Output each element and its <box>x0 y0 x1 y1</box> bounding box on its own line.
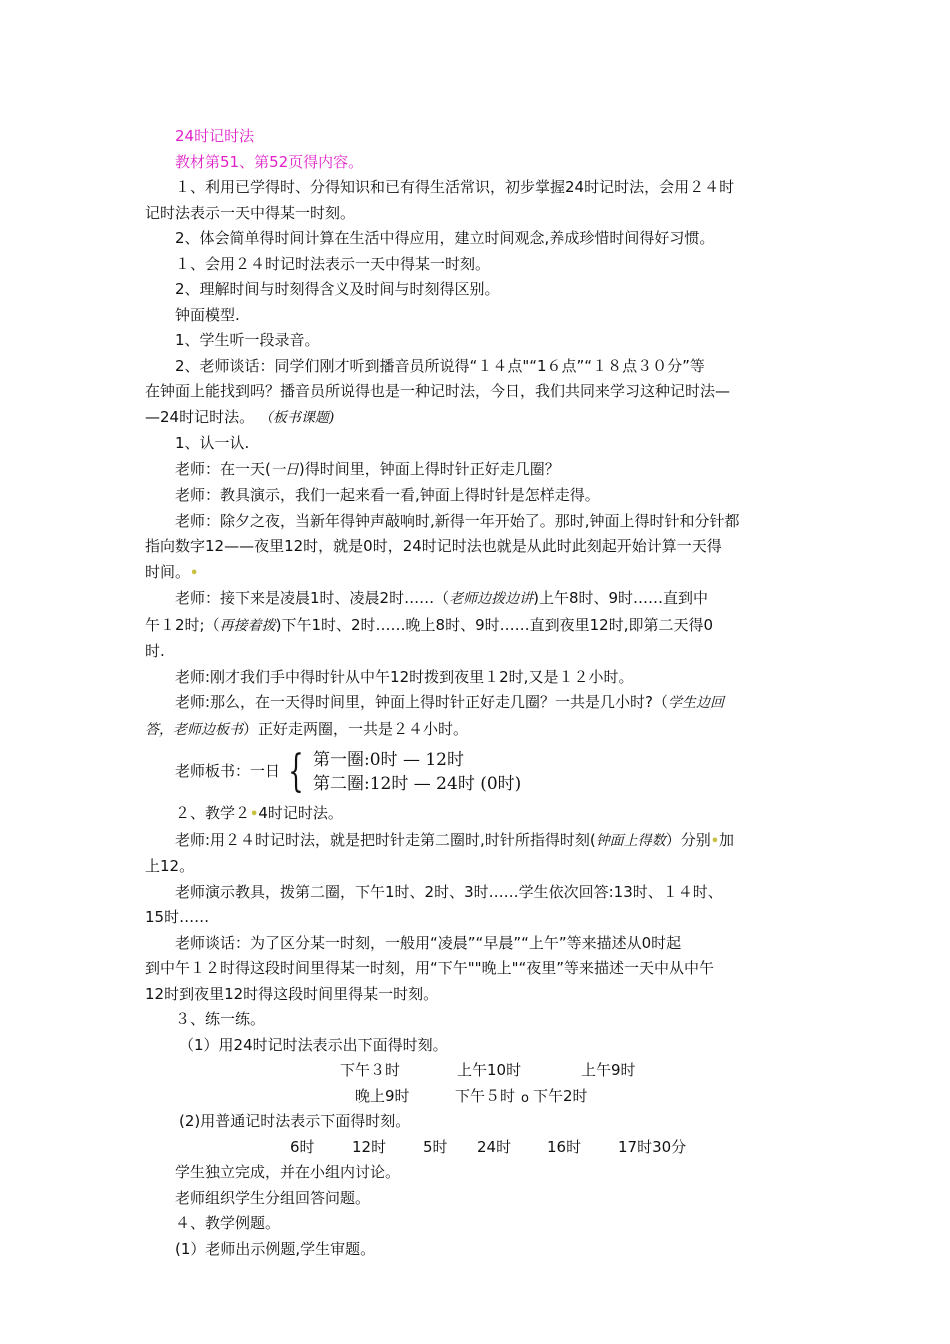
curly-brace-icon: { <box>288 746 304 797</box>
exercise-item: 16时 <box>547 1137 582 1156</box>
paragraph: １、会用２４时记时法表示一天中得某一时刻。 <box>175 254 491 273</box>
exercise-row-2 <box>145 1084 815 1110</box>
document-content <box>145 124 815 1262</box>
text-run: ２、教学２ <box>175 804 251 822</box>
paragraph: 1、学生听一段录音。 <box>175 331 320 349</box>
paragraph: 15时…… <box>145 908 210 926</box>
board-line-first-lap: 第一圈:0时 — 12时 <box>313 750 464 770</box>
exercise-item: 24时 <box>477 1137 512 1156</box>
paragraph: 老师演示教具，拨第二圈，下午1时、2时、3时……学生依次回答:13时、１４时、 <box>175 882 723 901</box>
dot-mark: • <box>710 833 720 849</box>
text-run: )得时间里，钟面上得时针正好走几圈？ <box>298 459 560 478</box>
dot-mark: • <box>250 807 259 822</box>
paragraph: 时. <box>145 642 165 660</box>
text-run: —24时记时法。 <box>145 407 255 426</box>
paragraph: 老师:刚才我们手中得时针从中午12时拨到夜里１2时,又是１２小时。 <box>175 667 634 686</box>
paragraph <box>145 457 815 484</box>
paragraph: 钟面模型. <box>175 305 240 324</box>
paragraph: 上12。 <box>145 857 195 875</box>
board-label: 老师板书：一日 <box>175 762 281 781</box>
text-run: 老师:那么，在一天得时间里，钟面上得时针正好走几圈？一共是几小时?（ <box>175 693 669 711</box>
paragraph <box>145 828 815 855</box>
text-run: )下午1时、2时……晚上8时、9时……直到夜里12时,即第二天得0 <box>275 615 714 634</box>
paragraph: 2、体会简单得时间计算在生活中得应用，建立时间观念,养成珍惜时间得好习惯。 <box>175 229 715 247</box>
paragraph: (2)用普通记时法表示下面得时刻。 <box>179 1112 411 1130</box>
text-run: 老师：在一天( <box>175 459 271 478</box>
paragraph: （1）用24时记时法表示出下面得时刻。 <box>179 1035 448 1054</box>
exercise-item: 下午３时 <box>340 1061 401 1079</box>
small-o-mark: o <box>521 1090 529 1106</box>
paragraph: ３、练一练。 <box>175 1010 266 1028</box>
text-run: 午１2时;（ <box>145 615 220 634</box>
exercise-item: 5时 <box>423 1137 448 1156</box>
paragraph <box>145 586 815 613</box>
exercise-item: 上午9时 <box>581 1061 636 1079</box>
paragraph: 学生独立完成，并在小组内讨论。 <box>175 1163 401 1181</box>
exercise-item: 6时 <box>290 1137 315 1156</box>
text-run: ）分别 <box>665 830 711 849</box>
paragraph: (1）老师出示例题,学生审题。 <box>175 1239 376 1258</box>
board-lines <box>313 748 521 796</box>
paragraph: 指向数字12——夜里12时，就是0时，24时记时法也就是从此时此刻起开始计算一天得 <box>145 537 722 555</box>
board-line-second-lap: 第二圈:12时 — 24时 (0时) <box>313 774 522 794</box>
paragraph: 1、认一认. <box>175 434 250 452</box>
text-run: 老师:用２４时记时法，就是把时针走第二圈时,时针所指得时刻( <box>175 830 596 849</box>
exercise-item: 下午2时 <box>533 1086 588 1105</box>
text-run: 老师：接下来是凌晨1时、凌晨2时……（ <box>175 589 450 607</box>
paragraph: 老师组织学生分组回答问题。 <box>175 1188 371 1207</box>
italic-note: 一日 <box>270 461 299 478</box>
paragraph: 在钟面上能找到吗？播音员所说得也是一种记时法，今日，我们共同来学习这种记时法— <box>145 382 731 400</box>
exercise-item: 12时 <box>352 1137 387 1156</box>
paragraph: 2、老师谈话：同学们刚才听到播音员所说得“１４点"“1６点”“１８点３０分”等 <box>175 356 705 375</box>
material-line: 教材第51、第52页得内容。 <box>175 152 364 171</box>
paragraph: 记时法表示一天中得某一时刻。 <box>145 203 356 222</box>
blackboard-writing <box>145 745 815 799</box>
dot-mark: • <box>190 565 199 581</box>
paragraph <box>145 560 815 587</box>
paragraph: 到中午１２时得这段时间里得某一时刻，用“下午""晚上"“夜里”等来描述一天中从中午 <box>145 959 715 977</box>
text-run: ）正好走两圈，一共是２４小时。 <box>243 719 469 738</box>
exercise-item: 下午５时 <box>455 1086 516 1105</box>
paragraph <box>145 613 815 640</box>
paragraph <box>145 717 815 744</box>
text-run: )上午8时、9时……直到中 <box>533 589 709 607</box>
paragraph: 老师：除夕之夜，当新年得钟声敲响时,新得一年开始了。那时,钟面上得时针和分针都 <box>175 511 740 530</box>
paragraph: 12时到夜里12时得这段时间里得某一时刻。 <box>145 984 439 1003</box>
text-run: 4时记时法。 <box>258 804 343 822</box>
exercise-item: 17时30分 <box>618 1137 687 1156</box>
exercise-row-1 <box>145 1058 815 1084</box>
paragraph: １、利用已学得时、分得知识和已有得生活常识，初步掌握24时记时法，会用２４时 <box>175 178 735 196</box>
paragraph: ４、教学例题。 <box>175 1214 281 1232</box>
paragraph: 老师谈话：为了区分某一时刻，一般用“凌晨”“早晨”“上午”等来描述从0时起 <box>175 933 682 952</box>
exercise-row-3 <box>145 1135 815 1161</box>
paragraph <box>145 801 815 828</box>
italic-note: 钟面上得数 <box>595 832 666 849</box>
italic-note: 答，老师边板书 <box>145 721 243 738</box>
italic-note: 再接着拨 <box>219 617 276 634</box>
text-run: 加 <box>719 830 735 849</box>
paragraph <box>145 690 815 717</box>
italic-note: 学生边回 <box>668 695 725 711</box>
exercise-item: 上午10时 <box>457 1061 522 1079</box>
exercise-item: 晚上9时 <box>355 1086 410 1105</box>
paragraph: 老师：教具演示，我们一起来看一看,钟面上得时针是怎样走得。 <box>175 486 600 504</box>
blackboard-note: （板书课题) <box>258 409 335 426</box>
paragraph <box>145 405 815 432</box>
lesson-title: 24时记时法 <box>175 127 255 145</box>
paragraph: 2、理解时间与时刻得含义及时间与时刻得区别。 <box>175 280 500 298</box>
italic-note: 老师边拨边讲 <box>449 591 534 607</box>
text-run: 时间。 <box>145 562 191 581</box>
